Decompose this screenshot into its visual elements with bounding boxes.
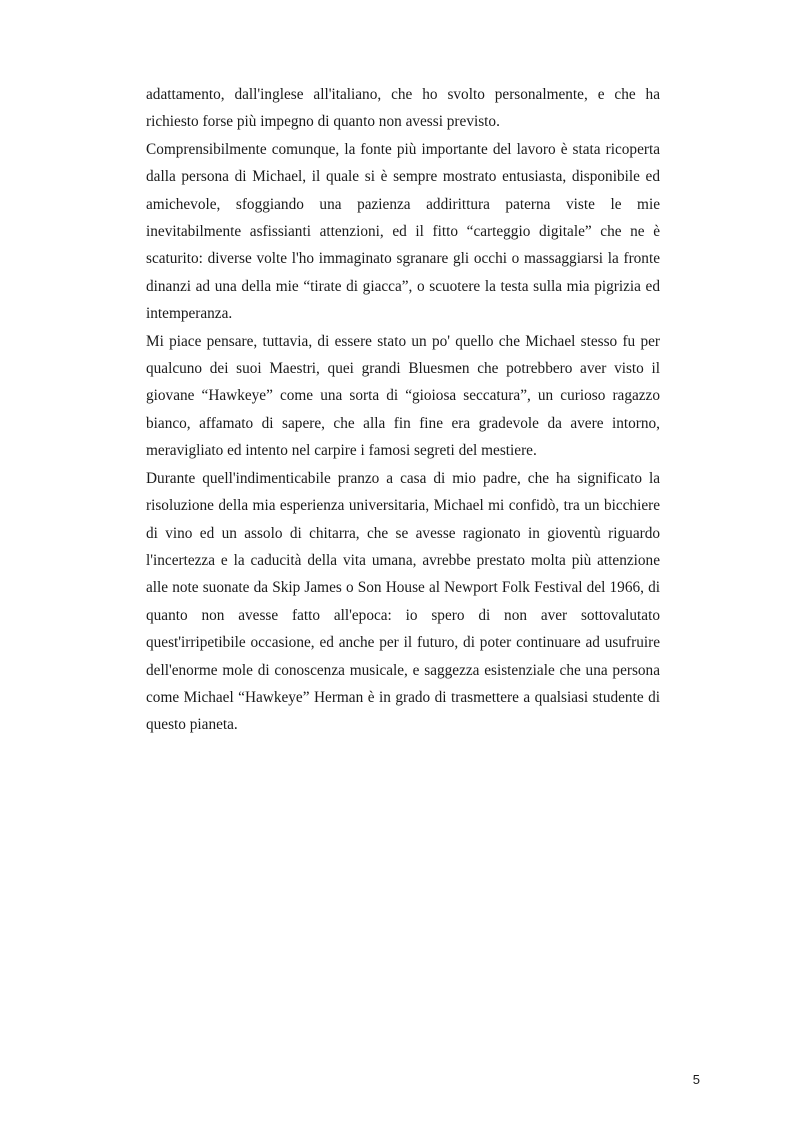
- paragraph: Mi piace pensare, tuttavia, di essere stato un po' quello che Michael stesso fu per qualcuno dei suoi Maestri, quei grandi Bluesmen che potrebbero aver visto il giovane “Hawkeye” come una sorta di “gioiosa seccatura”, un curioso ragazzo bianco, affamato di sapere, che alla fin fine era gradevole da avere intorno, meravigliato ed intento nel carpire i famosi segreti del mestiere.: [146, 332, 660, 460]
- paragraph: Comprensibilmente comunque, la fonte più importante del lavoro è stata ricoperta dalla persona di Michael, il quale si è sempre mostrato entusiasta, disponibile ed amichevole, sfoggiando una pazienza addirittura paterna viste le mie inevitabilmente asfissianti attenzioni, ed il fitto “carteggio digitale” che ne è scaturito: diverse volte l'ho immaginato sgranare gli occhi o massaggiarsi la fronte dinanzi ad una della mie “tirate di giacca”, o scuotere la testa sulla mia pigrizia ed intemperanza.: [146, 140, 660, 323]
- paragraph: Durante quell'indimenticabile pranzo a casa di mio padre, che ha significato la risoluzione della mia esperienza universitaria, Michael mi confidò, tra un bicchiere di vino ed un assolo di chitarra, che se avesse ragionato in gioventù riguardo l'incertezza e la caducità della vita umana, avrebbe prestato molta più attenzione alle note suonate da Skip James o Son House al Newport Folk Festival del 1966, di quanto non avesse fatto all'epoca: io spero di non aver sottovalutato quest'irripetibile occasione, ed anche per il futuro, di poter continuare ad usufruire dell'enorme mole di conoscenza musicale, e saggezza esistenziale che una persona come Michael “Hawkeye” Herman è in grado di trasmettere a qualsiasi studente di questo pianeta.: [146, 469, 660, 734]
- page-number: 5: [692, 1072, 700, 1087]
- paragraph: adattamento, dall'inglese all'italiano, che ho svolto personalmente, e che ha richiesto forse più impegno di quanto non avessi previsto.: [146, 86, 660, 131]
- body-text: [146, 81, 660, 739]
